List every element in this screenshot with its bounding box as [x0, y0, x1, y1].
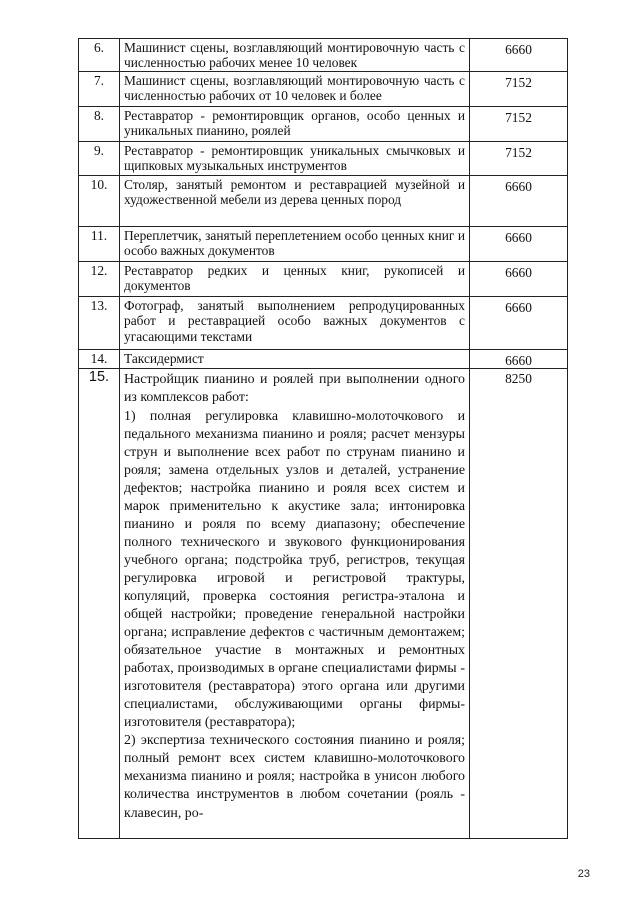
- table-row: [79, 262, 568, 297]
- table-row: [79, 350, 568, 369]
- row-description: Таксидермист: [120, 350, 470, 369]
- row-description: Переплетчик, занятый переплетением особо ценных книг и особо важных документов: [120, 227, 470, 262]
- row-number: 6.: [79, 39, 120, 72]
- row-description: Настройщик пианино и роялей при выполнении одного из комплексов работ: 1) полная регулировка клавишно-молоточкового и педального механизма пианино и рояля; расчет мензуры струн и выполнение всех работ по струнам пианино и рояля; замена отдельных узлов и деталей, устранение дефектов; настройка пианино и рояля всех систем и марок применительно к акустике зала; интонировка пианино и рояля по всему диапазону; обеспечение полного технического и звукового функционирования учебного органа; подстройка труб, регистров, текущая регулировка игровой и регистровой трактуры, копуляций, проверка состояния регистра-эталона и общей настройки; проведение генеральной настройки органа; исправление дефектов с частичным демонтажем; обязательное участие в монтажных и ремонтных работах, производимых в органе специалистами фирмы - изготовителя (реставратора) этого органа или другими специалистами, обслуживающими органы фирмы-изготовителя (реставратора); 2) экспертиза технического состояния пианино и рояля; полный ремонт всех систем клавишно-молоточкового механизма пианино и рояля; настройка в унисон любого количества инструментов в любом сочетании (рояль - клавесин, ро-: [120, 369, 470, 839]
- row-number: 9.: [79, 142, 120, 176]
- table-row: [79, 39, 568, 72]
- table-row: [79, 369, 568, 839]
- row-value: 8250: [470, 369, 568, 839]
- row-number: 7.: [79, 72, 120, 107]
- row-number: 11.: [79, 227, 120, 262]
- row-description: Реставратор - ремонтировщик уникальных смычковых и щипковых музыкальных инструментов: [120, 142, 470, 176]
- row-description: Фотограф, занятый выполнением репродуцированных работ и реставрацией особо важных документов с угасающими текстами: [120, 297, 470, 350]
- rates-table: [78, 38, 568, 839]
- row-value: 7152: [470, 72, 568, 107]
- table-row: [79, 142, 568, 176]
- row-value: 7152: [470, 142, 568, 176]
- row-value: 6660: [470, 39, 568, 72]
- table-row: [79, 176, 568, 227]
- row-number: 10.: [79, 176, 120, 227]
- row-number: 13.: [79, 297, 120, 350]
- row-description: Машинист сцены, возглавляющий монтировочную часть с численностью рабочих менее 10 человек: [120, 39, 470, 72]
- row-value: 6660: [470, 176, 568, 227]
- row-description: Реставратор редких и ценных книг, рукописей и документов: [120, 262, 470, 297]
- table-row: [79, 297, 568, 350]
- row-description: Реставратор - ремонтировщик органов, особо ценных и уникальных пианино, роялей: [120, 107, 470, 142]
- page-number: 23: [577, 868, 590, 880]
- table-row: [79, 107, 568, 142]
- row-value: 6660: [470, 262, 568, 297]
- table-row: [79, 72, 568, 107]
- row-description: Машинист сцены, возглавляющий монтировочную часть с численностью рабочих от 10 человек и более: [120, 72, 470, 107]
- row-description: Столяр, занятый ремонтом и реставрацией музейной и художественной мебели из дерева ценных пород: [120, 176, 470, 227]
- row-value: 6660: [470, 227, 568, 262]
- row-value: 6660: [470, 297, 568, 350]
- row-value: 6660: [470, 350, 568, 369]
- row-value: 7152: [470, 107, 568, 142]
- row-number: 15.: [79, 369, 120, 839]
- row-number: 14.: [79, 350, 120, 369]
- row-number: 8.: [79, 107, 120, 142]
- table-row: [79, 227, 568, 262]
- row-number: 12.: [79, 262, 120, 297]
